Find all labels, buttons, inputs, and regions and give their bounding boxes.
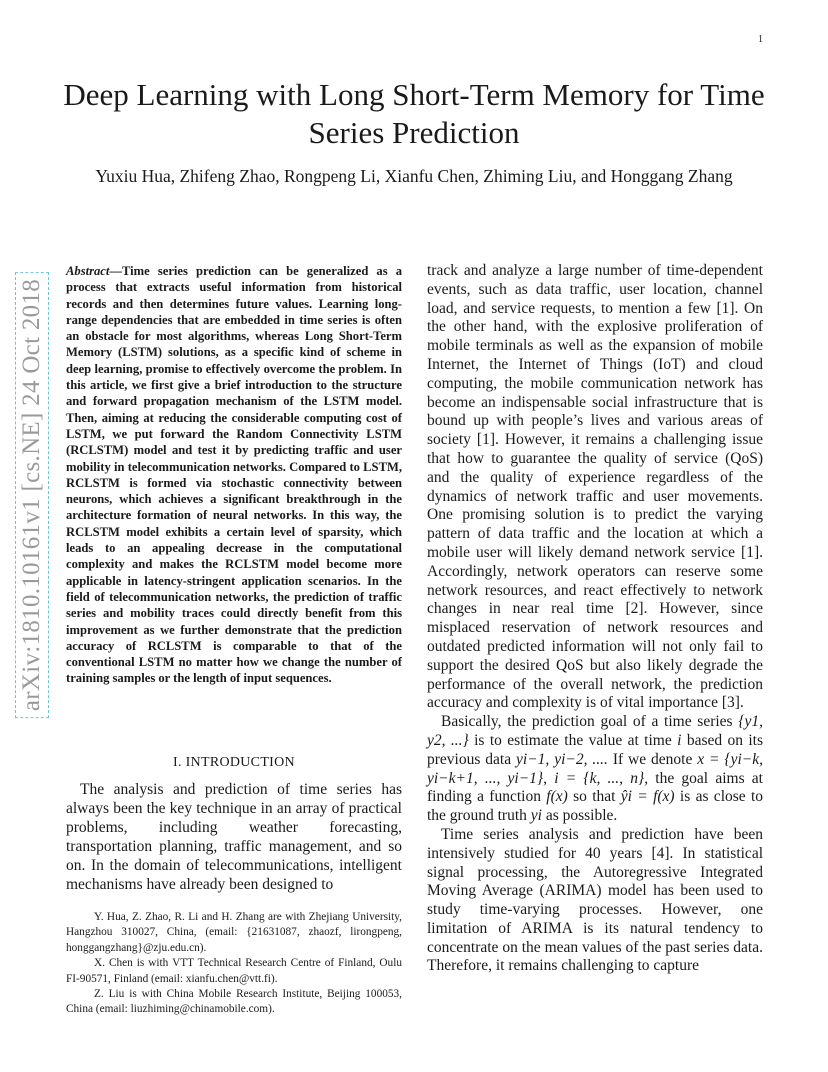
math-i: i — [677, 731, 682, 749]
footnote: Y. Hua, Z. Zhao, R. Li and H. Zhang are with Zhejiang University, Hangzhou 310027, China, (email: {21631087, zhaozf, lirongpeng, honggangzhang}@zju.edu.cn). — [66, 911, 402, 954]
section-heading-introduction: I. INTRODUCTION — [173, 755, 295, 770]
footnote: X. Chen is with VTT Technical Research Centre of Finland, Oulu FI-90571, Finland (email: xianfu.chen@vtt.fi). — [66, 957, 402, 985]
intro-paragraph: The analysis and prediction of time series has always been the key technique in an array of practical problems, including weather forecasting, transportation planning, traffic management, and so on. In the domain of telecommunications, intelligent mechanisms have already been designed to — [66, 781, 402, 893]
right-column — [427, 262, 763, 976]
arxiv-stamp-text: arXiv:1810.10161v1 [cs.NE] 24 Oct 2018 — [15, 272, 49, 718]
abstract-text: —Time series prediction can be generalized as a process that extracts useful information from historical records and then determines future values. Learning long-range dependencies that are embedded in time series is often an obstacle for most algorithms, whereas Long Short-Term Memory (LSTM) solutions, as a specific kind of scheme in deep learning, promise to effectively overcome the problem. In this article, we first give a brief introduction to the structure and forward propagation mechanism of the LSTM model. Then, aiming at reducing the considerable computing cost of LSTM, we put forward the Random Connectivity LSTM (RCLSTM) model and test it by predicting traffic and user mobility in telecommunication networks. Compared to LSTM, RCLSTM is formed via stochastic connectivity between neurons, which achieves a significant breakthrough in the architecture formation of neural networks. In this way, the RCLSTM model exhibits a certain level of sparsity, which leads to an appealing decrease in the computational complexity and makes the RCLSTM model become more applicable in latency-stringent application scenarios. In the field of telecommunication networks, the prediction of traffic series and mobility traces could directly benefit from this improvement as we further demonstrate that the prediction accuracy of RCLSTM is comparable to that of the conventional LSTM no matter how we change the number of training samples or the length of input sequences. — [66, 264, 402, 686]
math-ground-truth: yi — [530, 807, 542, 825]
author-list: Yuxiu Hua, Zhifeng Zhao, Rongpeng Li, Xianfu Chen, Zhiming Liu, and Honggang Zhang — [95, 166, 733, 186]
math-estimate: ŷi = f(x) — [620, 788, 675, 806]
author-footnotes — [66, 910, 402, 1018]
abstract — [66, 263, 402, 687]
math-function: f(x) — [546, 788, 568, 806]
abstract-lead: Abstract — [66, 264, 110, 278]
footnote: Z. Liu is with China Mobile Research Institute, Beijing 100053, China (email: liuzhiming@chinamobile.com). — [66, 988, 402, 1016]
body-paragraph-prediction-goal: Basically, the prediction goal of a time series {y1, y2, ...} is to estimate the value at time i based on its previous data yi−1, yi−2, .... If we denote x = {yi−k, yi−k+1, ..., yi−1}, i = {k, ..., n}, the goal aims at finding a function f(x) so that ŷi = f(x) is as close to the ground truth yi as possible. — [427, 713, 764, 825]
paper-title: Deep Learning with Long Short-Term Memory for Time Series Prediction — [63, 77, 765, 150]
arxiv-stamp — [16, 258, 48, 732]
math-x-definition: x = {yi−k, yi−k+1, ..., yi−1}, i = {k, ..., n} — [427, 750, 764, 787]
body-paragraph: Time series analysis and prediction have been intensively studied for 40 years [4]. In statistical signal processing, the Autoregressive Integrated Moving Average (ARIMA) model has been used to study time-varying processes. However, one limitation of ARIMA is its natural tendency to concentrate on the mean values of the past series data. Therefore, it remains challenging to capture — [427, 825, 763, 975]
body-paragraph: track and analyze a large number of time-dependent events, such as data traffic, user location, channel load, and service requests, to mention a few [1]. On the other hand, with the explosive proliferation of mobile terminals as well as the expansion of mobile Internet, the Internet of Things (IoT) and cloud computing, the mobile communication network has become an indispensable social infrastructure that is bound up with people’s lives and various areas of society [1]. However, it remains a challenging issue that how to guarantee the quality of service (QoS) and the quality of experience regardless of the dynamics of network traffic and user movements. One promising solution is to predict the varying pattern of data traffic and the location at which a mobile user will likely demand network service [1]. Accordingly, network operators can reserve some network resources, and react effectively to network changes in near real time [2]. However, since misplaced reservation of network resources and outdated predicted information will not only fail to support the desired QoS but also likely degrade the performance of the overall network, the prediction accuracy and complexity is of vital importance [3]. — [427, 262, 763, 712]
math-series-set: {y1, y2, ...} — [427, 713, 764, 749]
page-number: 1 — [758, 34, 763, 45]
math-previous-data: yi−1, yi−2, .... — [516, 750, 608, 768]
